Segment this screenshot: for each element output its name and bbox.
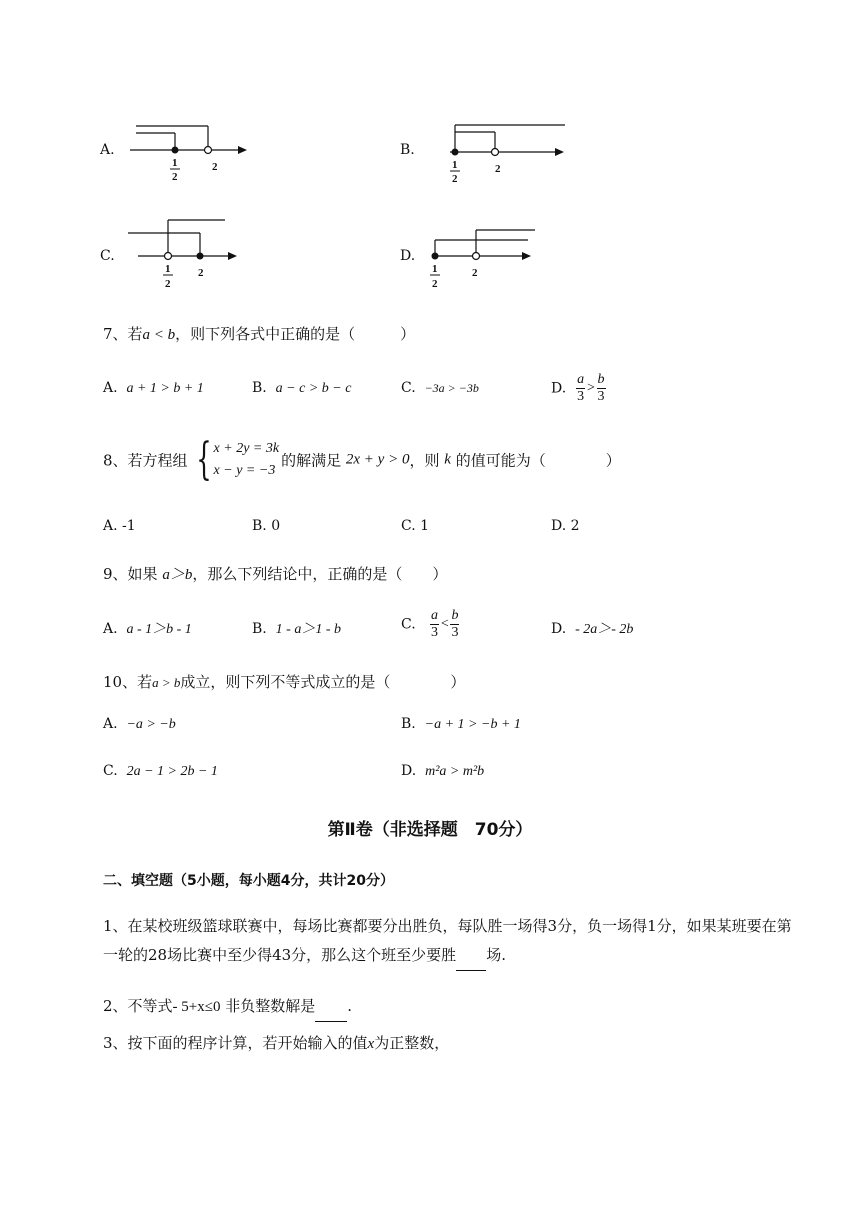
question-end: . (347, 997, 353, 1015)
question-variable: x (367, 1036, 375, 1052)
q7-option-c[interactable] (401, 380, 479, 396)
option-letter: D. (551, 380, 567, 397)
tick-two: 2 (495, 163, 501, 175)
option-letter: D. (400, 248, 416, 264)
option-letter: D. (551, 621, 567, 637)
option-letter: A. (103, 716, 118, 732)
question-prefix: 3、按下面的程序计算，若开始输入的值 (103, 1034, 368, 1052)
option-text: −3a > −3b (424, 381, 479, 395)
q10-option-b[interactable] (401, 716, 521, 733)
fill-question-2 (103, 992, 803, 1022)
option-letter: B. (252, 518, 267, 534)
tick-half-den: 2 (432, 278, 438, 290)
option-text: a + 1 > b + 1 (126, 381, 204, 396)
question-mid2: ，则 (409, 451, 440, 470)
question-prefix: 10、若 (103, 673, 153, 691)
fraction: $\frac{a}{3}$ (431, 608, 439, 640)
section-title: 第Ⅱ卷（非选择题 70分） (327, 820, 533, 840)
question-condition: a > b (152, 675, 181, 690)
question-condition: 2x + y > 0 (345, 451, 410, 468)
question-suffix: 的值可能为（ ） (455, 451, 621, 470)
option-letter: C. (100, 248, 115, 264)
option-letter: A. (103, 518, 118, 534)
fraction: $\frac{b}{3}$ (597, 372, 605, 404)
q8-option-b[interactable] (252, 518, 280, 534)
option-letter: C. (401, 380, 416, 396)
option-text: -1 (122, 518, 136, 534)
option-text: a − c > b − c (275, 381, 352, 396)
option-text: −a > −b (126, 717, 176, 732)
part-title: 二、填空题（5小题，每小题4分，共计20分） (103, 873, 394, 889)
tick-half-num: 1 (432, 263, 438, 275)
q9-option-b[interactable] (252, 618, 341, 638)
option-letter: D. (551, 518, 567, 534)
question-text: 非负整数解是 (225, 997, 316, 1015)
option-letter: A. (100, 142, 115, 158)
tick-two: 2 (212, 161, 218, 173)
number-line-diagram (120, 118, 280, 188)
equation-1: x + 2y = 3k (213, 441, 280, 456)
number-line-diagram (420, 216, 580, 296)
option-text: 2 (570, 518, 580, 534)
option-letter: C. (401, 518, 416, 534)
answer-blank[interactable] (456, 941, 486, 971)
tick-half-num: 1 (165, 263, 171, 275)
q9-option-c[interactable] (401, 608, 460, 641)
question-suffix: 成立，则下列不等式成立的是（ ） (180, 673, 466, 691)
option-letter: A. (103, 380, 118, 396)
equation-system: { x + 2y = 3k x − y = −3 (195, 434, 280, 485)
question-condition: a＞b (162, 567, 193, 583)
fill-question-3 (103, 1029, 803, 1059)
question-10 (103, 671, 465, 692)
question-condition: a < b (142, 327, 176, 343)
fraction: $\frac{a}{3}$ (577, 372, 585, 404)
number-line-diagram (120, 216, 280, 296)
option-letter: B. (401, 716, 416, 732)
option-text: - 2a＞- 2b (575, 622, 634, 637)
option-text: −a + 1 > −b + 1 (424, 717, 521, 732)
fill-question-1 (103, 912, 803, 971)
number-line-diagram (420, 118, 580, 188)
question-prefix: 2、不等式 (103, 997, 173, 1015)
question-suffix: ，则下列各式中正确的是（ ） (175, 325, 416, 343)
q9-option-a[interactable] (103, 618, 192, 638)
option-letter: A. (103, 621, 118, 637)
option-text: m²a > m²b (425, 764, 485, 779)
tick-half-num: 1 (452, 159, 458, 171)
question-9 (103, 563, 447, 584)
answer-blank[interactable] (315, 992, 347, 1022)
question-text: 1、在某校班级篮球联赛中，每场比赛都要分出胜负，每队胜一场得3分，负一场得1分，如果某班要在第一轮的28场比赛中至少得43分，那么这个班至少要胜 (103, 917, 792, 964)
option-text: a - 1＞b - 1 (126, 622, 192, 637)
fraction: $\frac{b}{3}$ (451, 608, 459, 640)
q7-option-a[interactable] (103, 380, 204, 397)
tick-half-den: 2 (452, 173, 458, 185)
equation-2: x − y = −3 (213, 463, 276, 478)
relation: > (586, 380, 596, 396)
q10-option-a[interactable] (103, 716, 176, 733)
tick-two: 2 (198, 267, 204, 279)
option-letter: B. (252, 621, 267, 637)
option-text: 0 (271, 518, 281, 534)
option-letter: D. (401, 763, 417, 779)
question-7 (103, 323, 415, 344)
q7-option-d[interactable] (551, 372, 607, 405)
question-text: 为正整数， (374, 1034, 450, 1052)
question-variable: k (444, 451, 451, 468)
option-letter: B. (252, 380, 267, 396)
option-letter: C. (401, 616, 416, 633)
tick-half-den: 2 (172, 171, 178, 183)
question-prefix: 9、如果 (103, 565, 158, 583)
question-prefix: 7、若 (103, 325, 143, 343)
tick-two: 2 (472, 267, 478, 279)
option-text: 1 - a＞1 - b (275, 622, 341, 637)
option-letter: C. (103, 763, 118, 779)
relation: < (440, 616, 450, 632)
question-suffix: ，那么下列结论中，正确的是（ ） (192, 565, 448, 583)
q10-option-d[interactable] (401, 763, 484, 780)
tick-half-num: 1 (172, 157, 178, 169)
tick-half-den: 2 (165, 278, 171, 290)
q7-option-b[interactable] (252, 380, 351, 397)
question-end: 场. (486, 946, 506, 964)
q8-option-c[interactable] (401, 518, 429, 534)
q8-option-a[interactable] (103, 518, 136, 534)
option-text: 1 (420, 518, 430, 534)
question-expression: - 5+x≤0 (172, 999, 221, 1015)
option-letter: B. (400, 142, 415, 158)
q9-option-d[interactable] (551, 618, 633, 638)
question-prefix: 8、若方程组 (103, 451, 188, 470)
q10-option-c[interactable] (103, 763, 218, 780)
option-text: 2a − 1 > 2b − 1 (126, 764, 218, 779)
q8-option-d[interactable] (551, 518, 580, 534)
question-8 (103, 434, 621, 485)
question-mid: 的解满足 (281, 451, 342, 470)
